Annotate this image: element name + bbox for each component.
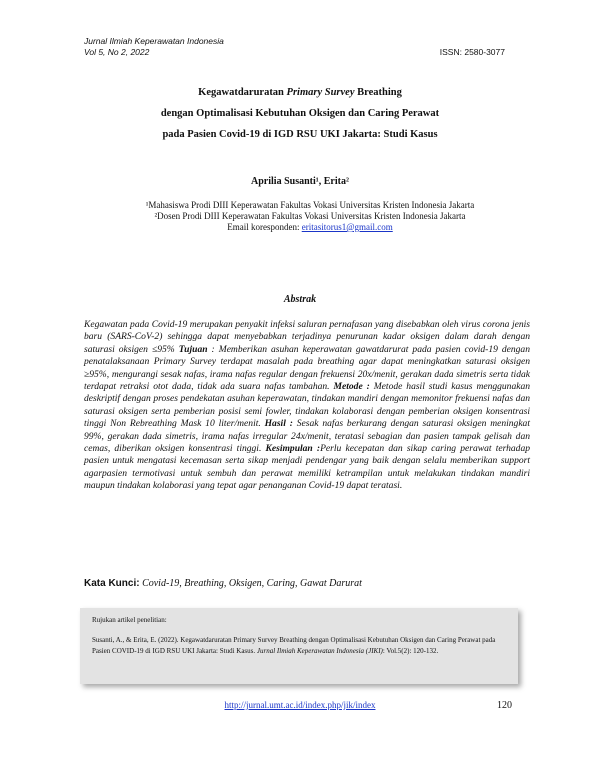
keywords: Kata Kunci: Covid-19, Breathing, Oksigen, Caring, Gawat Darurat: [84, 578, 362, 589]
email-link[interactable]: eritasitorus1@gmail.com: [301, 222, 393, 232]
issn: ISSN: 2580-3077: [439, 47, 505, 57]
journal-volume: Vol 5, No 2, 2022: [84, 47, 150, 57]
affiliations: [120, 200, 500, 233]
citation-text: Susanti, A., & Erita, E. (2022). Kegawatdaruratan Primary Survey Breathing dengan Optimalisasi Kebutuhan Oksigen dan Caring Perawat pada Pasien COVID-19 di IGD RSU UKI Jakarta: Studi Kasus. Jurnal Ilmiah Keperawatan Indonesia (JIKI): Vol.5(2): 120-132.: [92, 636, 496, 655]
title-line-3: pada Pasien Covid-19 di IGD RSU UKI Jakarta: Studi Kasus: [162, 129, 438, 140]
page-number: 120: [497, 700, 512, 711]
journal-name: Jurnal Ilmiah Keperawatan Indonesia: [84, 36, 224, 46]
authors: Aprilia Susanti¹, Erita²: [251, 176, 349, 187]
title-line-1: Kegawatdaruratan Primary Survey Breathing: [198, 87, 402, 98]
abstract-body: Kegawatan pada Covid-19 merupakan penyakit infeksi saluran pernafasan yang disebabkan oleh virus corona jenis baru (SARS-CoV-2) sehingga dapat menyebabkan terjadinya penurunan kadar oksigen dalam darah dengan saturasi oksigen ≤95% Tujuan : Memberikan asuhan keperawatan gawatdarurat pada pasien covid-19 dengan penatalaksanaan Primary Survey terdapat masalah pada breathing agar dapat meningkatkan saturasi oksigen ≥95%, mengurangi sesak nafas, irama nafas regular dengan frekuensi 20x/menit, gerakan dada simetris serta tidak terdapat retraksi otot dada, tidak ada suara nafas tambahan. Metode : Metode hasil studi kasus menggunakan deskriptif dengan proses pendekatan asuhan keperawatan, tindakan mandiri dengan memonitor frekuensi nafas dan saturasi oksigen serta pemberian posisi semi fowler, tindakan kolaborasi dengan pemberian oksigen konsentrasi tinggi Non Rebreathing Mask 10 liter/menit. Hasil : Sesak nafas berkurang dengan saturasi oksigen meningkat 99%, gerakan dada simetris, irama nafas irregular 24x/menit, teratasi sebagian dan pasien tampak gelisah dan cemas, diberikan oksigen konsentrasi tinggi. Kesimpulan :Perlu kecepatan dan sikap caring perawat terhadap pasien untuk mengatasi kecemasan serta sikap menjadi pendengar yang baik dengan selalu memberikan support agarpasien termotivasi untuk sembuh dan perawat memiliki ketrampilan untuk melakukan tindakan mandiri maupun tindakan kolaborasi yang tepat agar penanganan Covid-19 dapat teratasi.: [84, 319, 531, 492]
journal-header: [84, 36, 224, 58]
paper-title: [60, 82, 540, 145]
journal-url-link[interactable]: http://jurnal.umt.ac.id/index.php/jik/index: [224, 700, 376, 710]
citation-heading: Rujukan artikel penelitian:: [92, 616, 167, 624]
affiliation-1: ¹Mahasiswa Prodi DIII Keperawatan Fakultas Vokasi Universitas Kristen Indonesia Jakarta: [145, 200, 475, 210]
affiliation-2: ²Dosen Prodi DIII Keperawatan Fakultas Vokasi Universitas Kristen Indonesia Jakarta: [154, 211, 466, 221]
citation-box: [80, 608, 518, 684]
abstract-heading: Abstrak: [283, 294, 317, 305]
corresponding-email: Email koresponden: eritasitorus1@gmail.com: [227, 222, 393, 232]
title-line-2: dengan Optimalisasi Kebutuhan Oksigen dan Caring Perawat: [160, 108, 440, 119]
